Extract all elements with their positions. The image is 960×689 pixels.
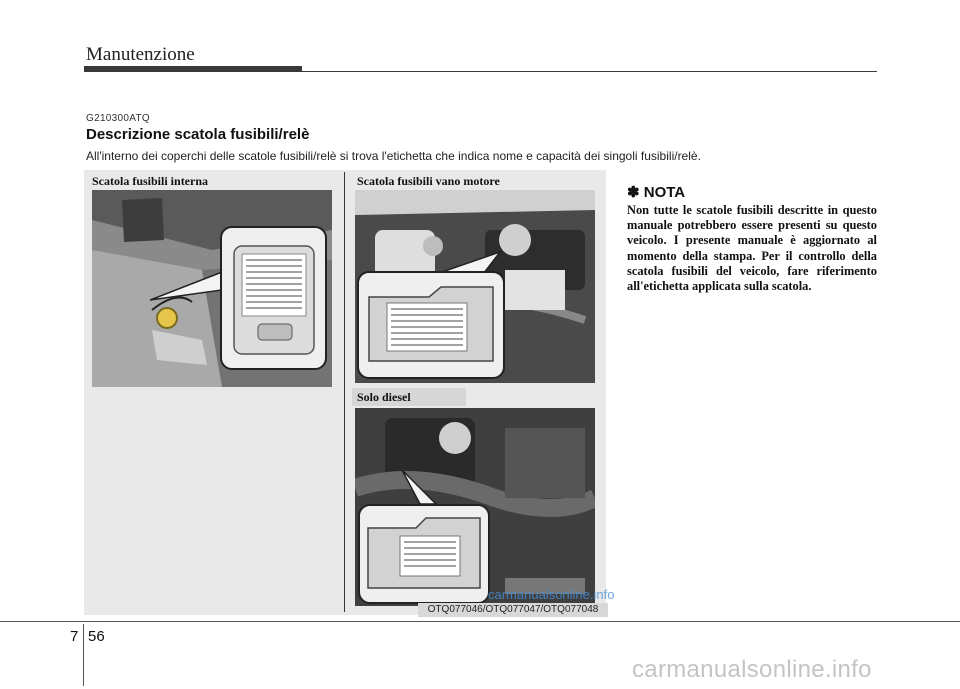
document-code: G210300ATQ (86, 113, 150, 124)
figure-divider (344, 172, 345, 612)
section-title: Descrizione scatola fusibili/relè (86, 126, 310, 143)
figure-code: OTQ077046/OTQ077047/OTQ077048 (418, 603, 608, 617)
label-engine-fuse-box: Scatola fusibili vano motore (357, 174, 500, 188)
engine-fuse-box-callout (357, 271, 505, 379)
page-section-number: 7 (70, 628, 79, 645)
watermark-small: carmanualsonline.info (488, 587, 615, 602)
label-interior-fuse-box: Scatola fusibili interna (92, 174, 209, 188)
intro-paragraph: All'interno dei coperchi delle scatole fusibili/relè si trova l'etichetta che indica nome e capacità dei singoli fusibili/relè. (86, 149, 701, 163)
page-number: 56 (88, 628, 105, 645)
header-thin-rule (84, 71, 877, 72)
note-body: Non tutte le scatole fusibili descritte in questo manuale potrebbero essere presenti su questo veicolo. I presente manuale è aggiornato al momento della stampa. Per il controllo della scatola fusibili del veicolo, fare riferimento all'etichetta applicata sulla scatola. (627, 203, 877, 294)
diesel-fuse-box-callout (358, 504, 490, 604)
watermark-large: carmanualsonline.info (632, 656, 872, 683)
footer-vertical-rule (83, 624, 84, 686)
footer-rule (0, 621, 960, 622)
interior-fuse-box-callout (220, 226, 327, 370)
section-header-title: Manutenzione (86, 44, 195, 65)
label-diesel-only: Solo diesel (357, 390, 411, 404)
note-title: ✽ NOTA (627, 184, 686, 201)
